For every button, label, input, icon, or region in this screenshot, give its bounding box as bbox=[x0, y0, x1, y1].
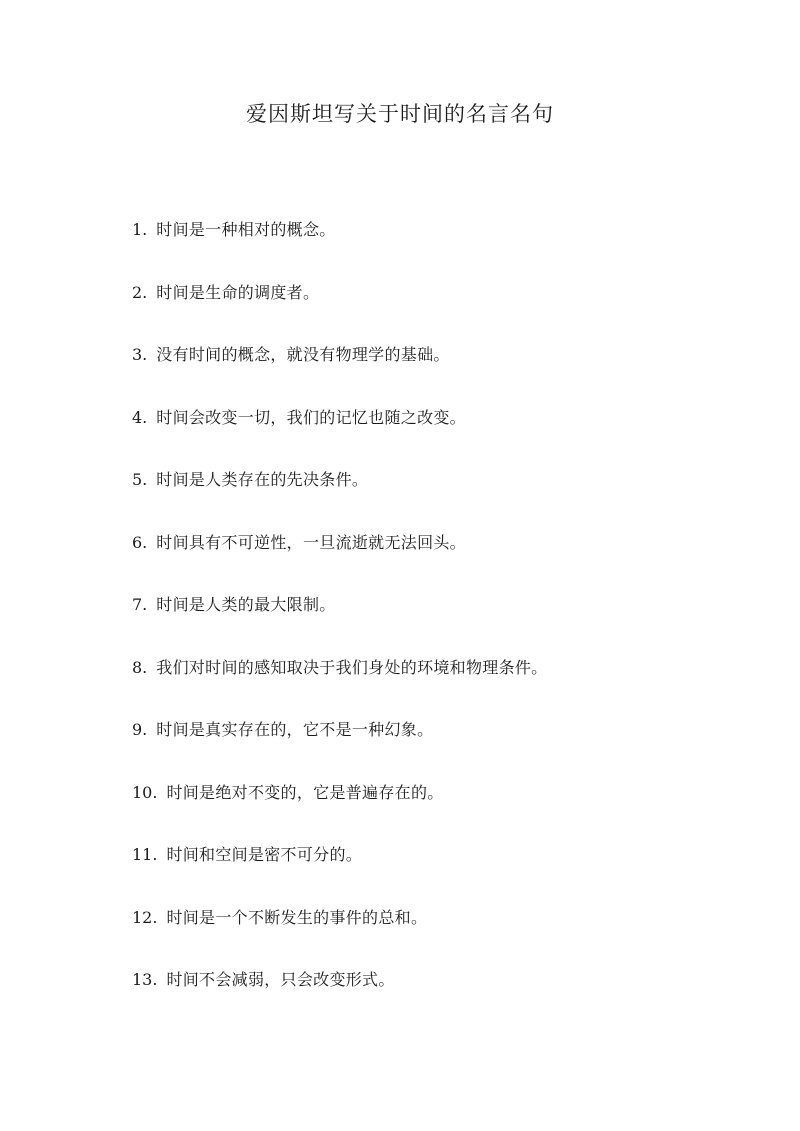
list-item-text: 时间是一种相对的概念。 bbox=[156, 220, 336, 239]
list-item-number: 3. bbox=[132, 345, 148, 364]
list-item bbox=[132, 589, 752, 652]
quote-list bbox=[132, 214, 752, 1027]
list-item-number: 2. bbox=[132, 282, 148, 302]
list-item bbox=[132, 964, 752, 1027]
list-item bbox=[132, 777, 752, 840]
list-item bbox=[132, 339, 752, 402]
list-item-number: 9. bbox=[132, 720, 148, 739]
list-item-text: 没有时间的概念，就没有物理学的基础。 bbox=[156, 345, 450, 364]
list-item-number: 7. bbox=[132, 595, 148, 614]
list-item-number: 8. bbox=[132, 657, 148, 677]
list-item bbox=[132, 402, 752, 465]
list-item-text: 时间是生命的调度者。 bbox=[156, 282, 320, 302]
list-item-text: 时间是一个不断发生的事件的总和。 bbox=[166, 907, 428, 927]
list-item bbox=[132, 277, 752, 340]
list-item-text: 时间是人类存在的先决条件。 bbox=[156, 470, 369, 489]
list-item-number: 12. bbox=[132, 907, 158, 927]
list-item bbox=[132, 214, 752, 277]
list-item-number: 11. bbox=[132, 845, 158, 864]
list-item-text: 我们对时间的感知取决于我们身处的环境和物理条件。 bbox=[156, 657, 548, 677]
list-item bbox=[132, 714, 752, 777]
list-item-number: 10. bbox=[132, 782, 158, 802]
list-item-number: 13. bbox=[132, 970, 158, 989]
list-item bbox=[132, 902, 752, 965]
list-item-number: 1. bbox=[132, 220, 148, 239]
list-item bbox=[132, 652, 752, 715]
list-item-number: 5. bbox=[132, 470, 148, 489]
list-item-number: 4. bbox=[132, 407, 148, 427]
list-item-number: 6. bbox=[132, 532, 148, 552]
list-item-text: 时间和空间是密不可分的。 bbox=[166, 845, 363, 864]
list-item-text: 时间是真实存在的，它不是一种幻象。 bbox=[156, 720, 434, 739]
list-item bbox=[132, 839, 752, 902]
list-item-text: 时间会改变一切，我们的记忆也随之改变。 bbox=[156, 407, 466, 427]
document-title: 爱因斯坦写关于时间的名言名句 bbox=[246, 102, 554, 126]
list-item bbox=[132, 464, 752, 527]
list-item-text: 时间具有不可逆性，一旦流逝就无法回头。 bbox=[156, 532, 466, 552]
list-item-text: 时间是绝对不变的，它是普遍存在的。 bbox=[166, 782, 444, 802]
list-item bbox=[132, 527, 752, 590]
list-item-text: 时间是人类的最大限制。 bbox=[156, 595, 336, 614]
list-item-text: 时间不会减弱，只会改变形式。 bbox=[166, 970, 395, 989]
